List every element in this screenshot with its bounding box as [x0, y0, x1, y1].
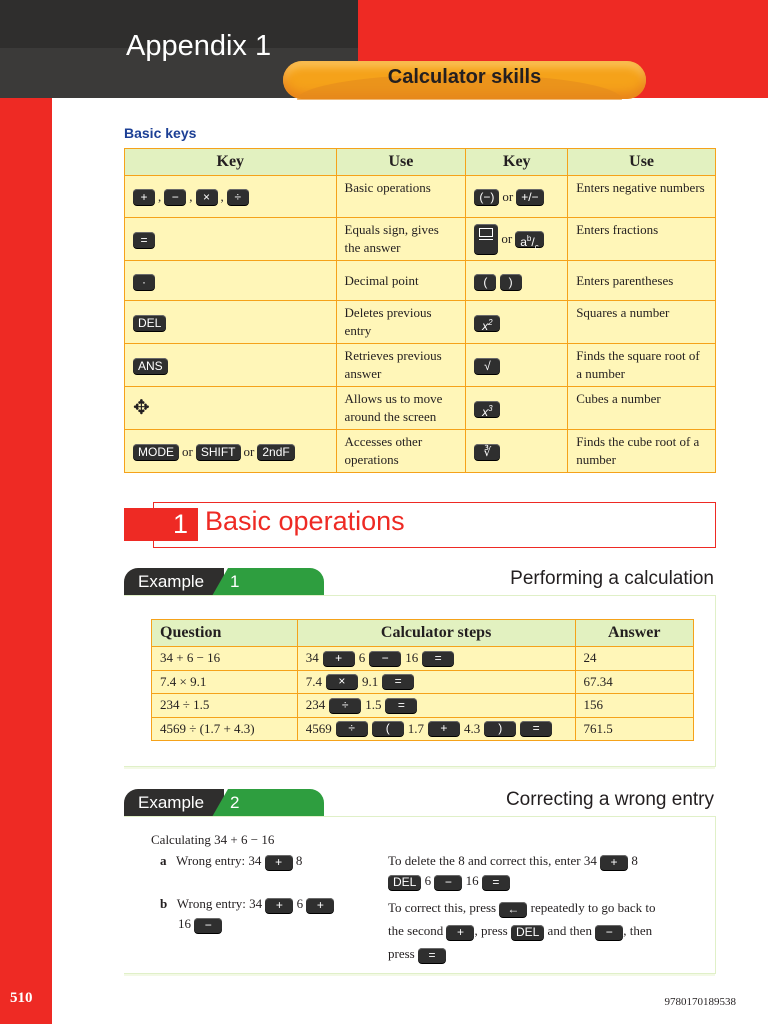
- key-cell: [466, 176, 568, 218]
- minus-key: −: [164, 189, 186, 205]
- key-cell: [466, 261, 568, 301]
- delete-key: DEL: [511, 925, 544, 940]
- key-cell: [125, 430, 337, 473]
- minus-key: −: [369, 651, 401, 666]
- example-2-part-a: [160, 851, 375, 871]
- wrong-entry-value: 16: [178, 916, 191, 931]
- use-cell: Finds the cube root of a number: [568, 430, 716, 473]
- times-key: ×: [326, 674, 358, 689]
- plus-key: +: [600, 855, 628, 870]
- wrong-entry-text: Wrong entry: 34: [176, 853, 262, 868]
- step-number: 34: [305, 650, 319, 666]
- or-text: or: [182, 443, 193, 459]
- fraction-template-key: [474, 224, 498, 254]
- column-header: Calculator steps: [297, 620, 575, 647]
- question-cell: 34 + 6 − 16: [152, 647, 298, 671]
- use-cell: Deletes previous entry: [336, 301, 466, 344]
- table-header-row: [152, 620, 694, 647]
- second-function-key: 2ndF: [257, 444, 294, 460]
- isbn: 9780170189538: [664, 996, 736, 1008]
- key-cell: [125, 387, 337, 430]
- equals-key: =: [520, 721, 552, 736]
- plus-key: +: [265, 898, 293, 913]
- table-row: [125, 261, 716, 301]
- page-title: Appendix 1: [126, 30, 272, 62]
- part-label: a: [160, 853, 167, 868]
- column-header: Answer: [575, 620, 693, 647]
- key-cell: [125, 261, 337, 301]
- example-2-part-b: [160, 894, 375, 934]
- answer-cell: 156: [575, 694, 693, 718]
- close-paren-key: ): [484, 721, 516, 736]
- fix-value: 16: [465, 873, 479, 888]
- example-1-tab: [124, 568, 324, 596]
- use-cell: Decimal point: [336, 261, 466, 301]
- example-label: Example: [138, 572, 205, 591]
- equals-key: =: [385, 698, 417, 713]
- table-row: [152, 670, 694, 694]
- step-number: 7.4: [305, 673, 322, 689]
- use-cell: Accesses other operations: [336, 430, 466, 473]
- or-text: or: [243, 443, 255, 459]
- example-1-heading: Performing a calculation: [510, 568, 714, 589]
- minus-key: −: [595, 925, 623, 940]
- key-cell: [466, 344, 568, 387]
- open-paren-key: (: [372, 721, 404, 736]
- steps-cell: [297, 717, 575, 741]
- open-paren-key: (: [474, 274, 496, 290]
- key-cell: [125, 218, 337, 261]
- decimal-point-key: ·: [133, 274, 155, 290]
- back-arrow-key: ←: [499, 902, 527, 917]
- fix-text: To correct this, press: [388, 900, 497, 915]
- or-text: or: [502, 189, 514, 204]
- fix-text: To delete the 8 and correct this, enter 34: [388, 853, 597, 868]
- step-number: 1.5: [365, 697, 382, 713]
- table-row: [152, 647, 694, 671]
- table-header-row: [125, 149, 716, 176]
- column-header: Question: [152, 620, 298, 647]
- plus-key: +: [306, 898, 334, 913]
- example-2-heading: Correcting a wrong entry: [505, 789, 714, 810]
- square-key: $x^2$: [474, 315, 500, 331]
- answer-cell: 761.5: [575, 717, 693, 741]
- example-number: 2: [230, 793, 240, 812]
- key-cell: [466, 301, 568, 344]
- section-number: 1: [124, 508, 198, 541]
- steps-cell: [297, 647, 575, 671]
- divide-key: ÷: [336, 721, 368, 736]
- step-number: 4569: [305, 720, 332, 736]
- table-row: [125, 218, 716, 261]
- negative-key: (−): [474, 189, 499, 205]
- table-row: [152, 717, 694, 741]
- table-row: [152, 694, 694, 718]
- page-subtitle: Calculator skills: [387, 66, 542, 88]
- use-cell: Enters fractions: [568, 218, 716, 261]
- fix-value: 6: [424, 873, 432, 888]
- shift-key: SHIFT: [196, 444, 241, 460]
- answer-cell: 67.34: [575, 670, 693, 694]
- wrong-entry-value: 6: [296, 896, 304, 911]
- page-number: 510: [10, 990, 33, 1006]
- or-text: or: [501, 231, 513, 246]
- table-row: [125, 176, 716, 218]
- delete-key: DEL: [388, 875, 421, 890]
- comma: ,: [189, 189, 193, 204]
- question-cell: 234 ÷ 1.5: [152, 694, 298, 718]
- key-cell: [125, 176, 337, 218]
- plus-minus-key: +/−: [516, 189, 543, 205]
- example-2-tab: [124, 789, 324, 817]
- equals-key: =: [418, 948, 446, 963]
- fix-text: , press: [474, 923, 508, 938]
- divide-key: ÷: [329, 698, 361, 713]
- key-cell: [125, 301, 337, 344]
- column-header: Use: [568, 149, 716, 176]
- example-1-table: [151, 619, 694, 741]
- example-2-part-a-fix: [388, 851, 708, 891]
- example-label: Example: [138, 793, 205, 812]
- use-cell: Enters parentheses: [568, 261, 716, 301]
- plus-key: +: [446, 925, 474, 940]
- column-header: Use: [336, 149, 466, 176]
- steps-cell: [297, 670, 575, 694]
- step-number: 6: [358, 650, 366, 666]
- equals-key: =: [422, 651, 454, 666]
- minus-key: −: [194, 918, 222, 933]
- table-row: [125, 387, 716, 430]
- key-cell: [125, 344, 337, 387]
- minus-key: −: [434, 875, 462, 890]
- plus-key: +: [323, 651, 355, 666]
- equals-key: =: [382, 674, 414, 689]
- left-margin-bar: [0, 98, 52, 1024]
- part-label: b: [160, 896, 168, 911]
- arrow-keys-icon: ✥: [133, 395, 150, 419]
- cube-key: $x^3$: [474, 401, 500, 417]
- answer-cell: 24: [575, 647, 693, 671]
- step-number: 234: [305, 697, 326, 713]
- table-row: [125, 430, 716, 473]
- key-cell: [466, 387, 568, 430]
- example-2-part-b-fix: [388, 896, 708, 965]
- use-cell: Enters negative numbers: [568, 176, 716, 218]
- use-cell: Allows us to move around the screen: [336, 387, 466, 430]
- fix-text: repeatedly to go back to: [530, 900, 656, 915]
- question-cell: 7.4 × 9.1: [152, 670, 298, 694]
- basic-keys-table: [124, 148, 716, 473]
- comma: ,: [158, 189, 162, 204]
- use-cell: Equals sign, gives the answer: [336, 218, 466, 261]
- cube-root-key: ∛: [474, 444, 500, 460]
- times-key: ×: [196, 189, 218, 205]
- step-number: 4.3: [463, 720, 481, 736]
- example-tab-green: [212, 789, 324, 817]
- fraction-key: $a^b/_c$: [515, 231, 543, 247]
- close-paren-key: ): [500, 274, 522, 290]
- square-root-key: √: [474, 358, 500, 374]
- step-number: 16: [405, 650, 419, 666]
- mode-key: MODE: [133, 444, 179, 460]
- fix-text: press: [388, 946, 415, 961]
- table-row: [125, 344, 716, 387]
- plus-key: +: [428, 721, 460, 736]
- divide-key: ÷: [227, 189, 249, 205]
- example-tab-green: [212, 568, 324, 596]
- key-cell: [466, 430, 568, 473]
- use-cell: Cubes a number: [568, 387, 716, 430]
- step-number: 9.1: [361, 673, 379, 689]
- use-cell: Finds the square root of a number: [568, 344, 716, 387]
- fix-text: the second: [388, 923, 444, 938]
- section-title: Basic operations: [205, 506, 405, 536]
- use-cell: Retrieves previous answer: [336, 344, 466, 387]
- fix-text: and then: [547, 923, 592, 938]
- plus-key: +: [133, 189, 155, 205]
- answer-key: ANS: [133, 358, 168, 374]
- column-header: Key: [466, 149, 568, 176]
- example-number: 1: [230, 572, 240, 591]
- wrong-entry-value: 8: [295, 853, 303, 868]
- fix-value: 8: [631, 853, 638, 868]
- column-header: Key: [125, 149, 337, 176]
- key-cell: [466, 218, 568, 261]
- table-row: [125, 301, 716, 344]
- use-cell: Squares a number: [568, 301, 716, 344]
- use-cell: Basic operations: [336, 176, 466, 218]
- step-number: 1.7: [407, 720, 424, 736]
- plus-key: +: [265, 855, 293, 870]
- wrong-entry-text: Wrong entry: 34: [176, 896, 263, 911]
- delete-key: DEL: [133, 315, 166, 331]
- example-2-intro: Calculating 34 + 6 − 16: [151, 832, 275, 847]
- fraction-line: [479, 239, 493, 240]
- steps-cell: [297, 694, 575, 718]
- comma: ,: [220, 189, 224, 204]
- equals-key: =: [133, 232, 155, 248]
- question-cell: 4569 ÷ (1.7 + 4.3): [152, 717, 298, 741]
- fix-text: , then: [623, 923, 653, 938]
- fraction-numerator-box: [479, 228, 493, 237]
- basic-keys-label: Basic keys: [124, 125, 197, 141]
- equals-key: =: [482, 875, 510, 890]
